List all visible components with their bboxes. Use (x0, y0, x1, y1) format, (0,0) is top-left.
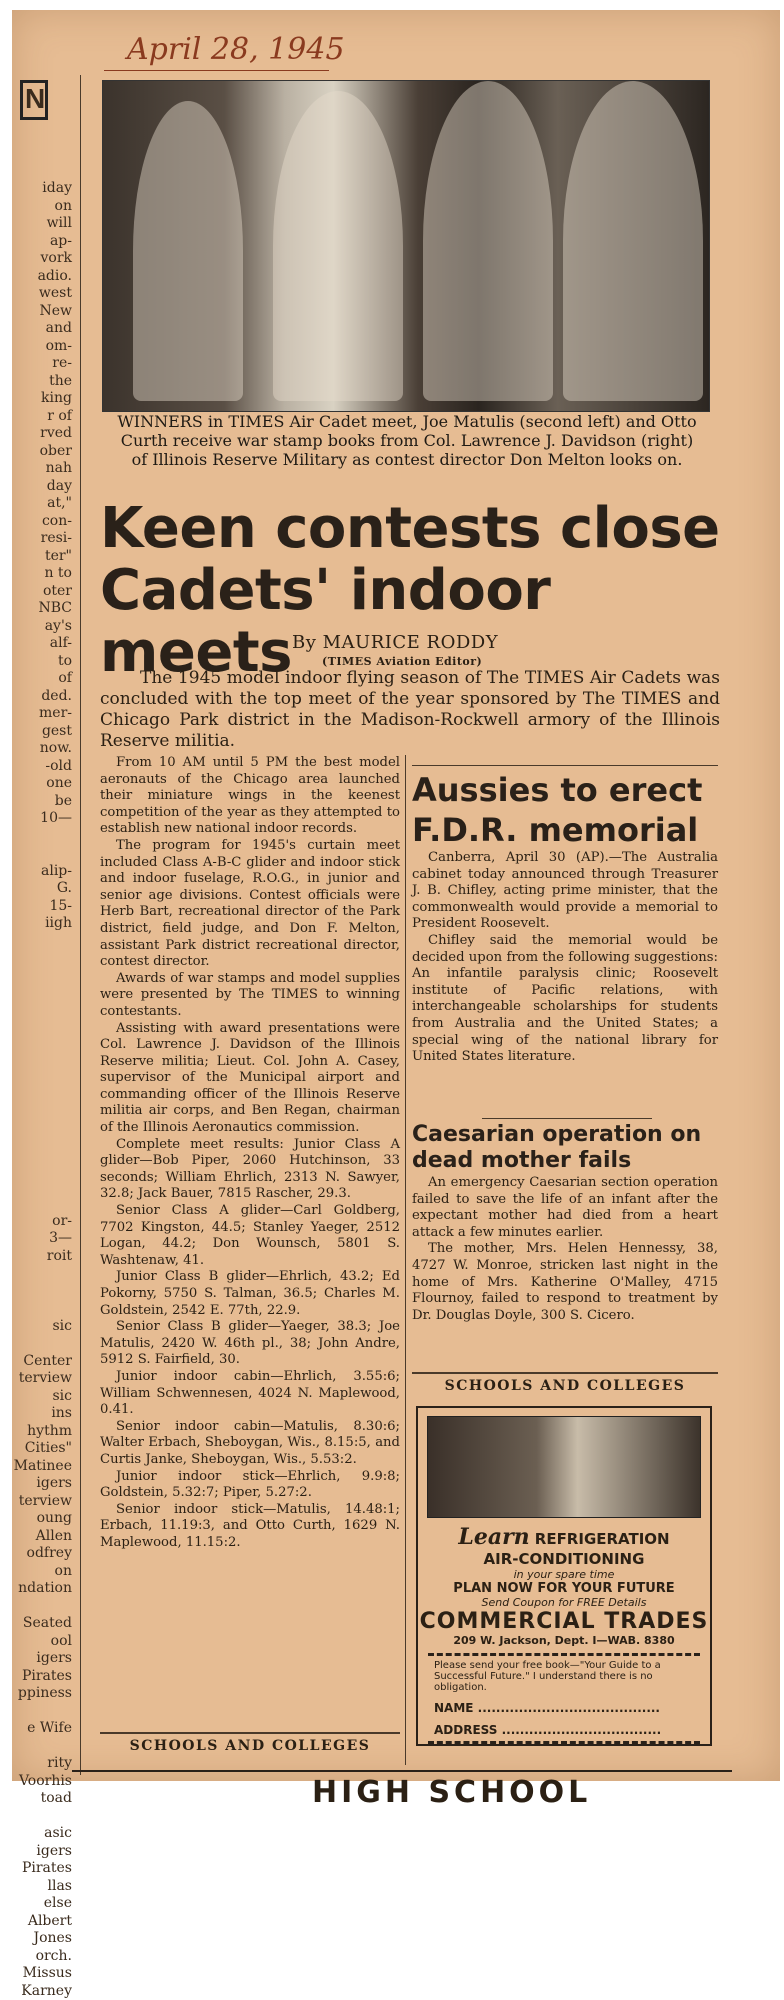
fragment-line (12, 1090, 72, 1108)
fragment-line (12, 828, 72, 846)
fragment-line: ay's (12, 618, 72, 636)
article-paragraph: Chifley said the memorial would be decided upon from the following suggestions: An infantile paralysis clinic; Roosevelt institute of Pacific relations, with interchangeable scholarships for students from Australia and the United States; a special wing of the national library for United States literature. (412, 933, 718, 1066)
fragment-line: igers (12, 1650, 72, 1668)
fragment-line (12, 1020, 72, 1038)
bottom-cut-heading: HIGH SCHOOL (312, 1775, 591, 1810)
fragment-line: n to (12, 565, 72, 583)
photo-caption: WINNERS in TIMES Air Cadet meet, Joe Matulis (second left) and Otto Curth receive war stamp books from Col. Lawrence J. Davidson (right) of Illinois Reserve Military as contest director Don Melton looks on. (112, 412, 702, 469)
photo-figure (133, 101, 243, 401)
fragment-line: terview (12, 1370, 72, 1388)
article-paragraph: An emergency Caesarian section operation failed to save the life of an infant after the expectant mother had died from a heart attack a few minutes earlier. (412, 1175, 718, 1241)
caesarian-headline: Caesarian operation on dead mother fails (412, 1122, 722, 1174)
fragment-line: Karney (12, 1983, 72, 2000)
fragment-line: Matinee (12, 1458, 72, 1476)
fragment-line: Voorhis (12, 1773, 72, 1791)
fragment-line: or- (12, 1213, 72, 1231)
article-paragraph: Awards of war stamps and model supplies were presented by The TIMES to winning contestants. (100, 971, 400, 1021)
fragment-line: one (12, 775, 72, 793)
schools-colleges-label-left: SCHOOLS AND COLLEGES (100, 1732, 400, 1754)
bottom-rule (72, 1770, 732, 1772)
caesarian-article (412, 1175, 718, 1324)
fragment-line: Pirates (12, 1668, 72, 1686)
article-paragraph: Assisting with award presentations were Col. Lawrence J. Davidson of the Illinois Reserve militia; Lieut. Col. John A. Casey, supervisor of the Municipal airport and commanding officer of the Illinois Reserve militia air corps, and Ben Regan, chairman of the Illinois Aeronautics commission. (100, 1021, 400, 1137)
fragment-line (12, 1143, 72, 1161)
fragment-line: e Wife (12, 1720, 72, 1738)
fragment-line: rved (12, 425, 72, 443)
column-rule (80, 75, 81, 1775)
coupon-name-line: NAME ........................................ (434, 1701, 694, 1715)
column-divider (405, 755, 406, 1765)
coupon-address-line: ADDRESS ................................... (434, 1723, 694, 1737)
fragment-line: G. (12, 880, 72, 898)
fragment-line: om- (12, 338, 72, 356)
photo-figure (563, 81, 703, 401)
ad-refrigeration: REFRIGERATION (535, 1530, 670, 1548)
lead-paragraph (100, 668, 720, 752)
aussies-headline: Aussies to erect F.D.R. memorial (412, 770, 722, 850)
fragment-line (12, 1160, 72, 1178)
fragment-line: Jones (12, 1930, 72, 1948)
fragment-line: 3— (12, 1230, 72, 1248)
fragment-line: 15- (12, 898, 72, 916)
adjacent-column-fragment (12, 80, 72, 1780)
fragment-line: ter" (12, 548, 72, 566)
coupon-text: Please send your free book—"Your Guide to a Successful Future." I understand there is no obligation. (434, 1660, 694, 1693)
fragment-line (12, 985, 72, 1003)
ad-plan: PLAN NOW FOR YOUR FUTURE (418, 1581, 710, 1596)
section-rule (412, 765, 718, 766)
fragment-line: alf- (12, 635, 72, 653)
fragment-line: ded. (12, 688, 72, 706)
fragment-line: rity (12, 1755, 72, 1773)
aussies-article (412, 850, 718, 1066)
fragment-line: now. (12, 740, 72, 758)
fragment-line: vork (12, 250, 72, 268)
ad-coupon (428, 1653, 700, 1744)
fragment-line: ins (12, 1405, 72, 1423)
ad-brand: COMMERCIAL TRADES (418, 1609, 710, 1634)
fragment-line: toad (12, 1790, 72, 1808)
schools-colleges-label: SCHOOLS AND COLLEGES (412, 1372, 718, 1394)
fragment-line: sic (12, 1318, 72, 1336)
fragment-line (12, 1003, 72, 1021)
fragment-line (12, 1038, 72, 1056)
fragment-line (12, 1300, 72, 1318)
fragment-line: on (12, 198, 72, 216)
fragment-line: oung (12, 1510, 72, 1528)
fragment-line: -old (12, 758, 72, 776)
lead-text: The 1945 model indoor flying season of The TIMES Air Cadets was concluded with the top meet of the year sponsored by The TIMES and Chicago Park district in the Madison-Rockwell armory of the Illinois Reserve militia. (100, 668, 720, 752)
fragment-line (12, 933, 72, 951)
fragment-line (12, 1108, 72, 1126)
fragment-line: adio. (12, 268, 72, 286)
fragment-line: nah (12, 460, 72, 478)
fragment-line: ober (12, 443, 72, 461)
fragment-line: the (12, 373, 72, 391)
fragment-line: Center (12, 1353, 72, 1371)
article-paragraph: Canberra, April 30 (AP).—The Australia cabinet today announced through Treasurer J. B. Chifley, acting prime minister, that the commonwealth would provide a memorial to President Roosevelt. (412, 850, 718, 933)
news-photo (102, 80, 710, 412)
fragment-line (12, 1195, 72, 1213)
fragment-line: r of (12, 408, 72, 426)
fragment-line: orch. (12, 1948, 72, 1966)
headline-line-2: Cadets' indoor meets (100, 560, 730, 684)
fragment-line (12, 1283, 72, 1301)
fragment-line: will (12, 215, 72, 233)
fragment-line: iday (12, 180, 72, 198)
fragment-line: to (12, 653, 72, 671)
fragment-line: Albert (12, 1913, 72, 1931)
fragment-line: con- (12, 513, 72, 531)
article-paragraph: Junior indoor stick—Ehrlich, 9.9:8; Goldstein, 5.32:7; Piper, 5.27:2. (100, 1469, 400, 1502)
fragment-line: Allen (12, 1528, 72, 1546)
ad-send-coupon: Send Coupon for FREE Details (418, 1596, 710, 1609)
fragment-line: New (12, 303, 72, 321)
fragment-line: igers (12, 1843, 72, 1861)
article-paragraph: Senior indoor cabin—Matulis, 8.30:6; Walter Erbach, Sheboygan, Wis., 8.15:5, and Curtis Janke, Sheboygan, Wis., 5.53:2. (100, 1419, 400, 1469)
fragment-line: ap- (12, 233, 72, 251)
fragment-line: asic (12, 1825, 72, 1843)
fragment-line: Missus (12, 1965, 72, 1983)
fragment-lines (12, 180, 72, 2000)
fragment-line: day (12, 478, 72, 496)
fragment-line: terview (12, 1493, 72, 1511)
ad-spare-time: in your spare time (418, 1568, 710, 1581)
date-underline (104, 70, 329, 71)
fragment-line: 10— (12, 810, 72, 828)
article-paragraph: Junior Class B glider—Ehrlich, 43.2; Ed Pokorny, 5750 S. Talman, 36.5; Charles M. Goldstein, 2542 E. 77th, 22.9. (100, 1269, 400, 1319)
byline-subtitle: (TIMES Aviation Editor) (322, 655, 482, 668)
photo-figure (423, 81, 553, 401)
fragment-line: else (12, 1895, 72, 1913)
commercial-trades-ad (416, 1406, 712, 1746)
fragment-line: iigh (12, 915, 72, 933)
article-paragraph: Senior Class B glider—Yaeger, 38.3; Joe Matulis, 2420 W. 46th pl., 38; John Andre, 5912 S. Fairfield, 30. (100, 1319, 400, 1369)
ad-air-conditioning: AIR-CONDITIONING (418, 1550, 710, 1568)
photo-figure (273, 91, 403, 401)
fragment-line: oter (12, 583, 72, 601)
fragment-line: igers (12, 1475, 72, 1493)
article-paragraph: Complete meet results: Junior Class A glider—Bob Piper, 2060 Hutchinson, 33 seconds; William Ehrlich, 2313 N. Sawyer, 32.8; Jack Bauer, 7815 Rascher, 29.3. (100, 1137, 400, 1203)
fragment-line: ndation (12, 1580, 72, 1598)
fragment-line: west (12, 285, 72, 303)
fragment-line (12, 1335, 72, 1353)
fragment-line (12, 1055, 72, 1073)
fragment-line: alip- (12, 863, 72, 881)
fragment-line: Seated (12, 1615, 72, 1633)
fragment-line (12, 1808, 72, 1826)
fragment-line (12, 845, 72, 863)
main-article-column (100, 755, 400, 1552)
fragment-line: hythm (12, 1423, 72, 1441)
ad-learn: Learn (458, 1524, 529, 1550)
fragment-line: of (12, 670, 72, 688)
article-paragraph: The program for 1945's curtain meet included Class A-B-C glider and indoor stick and indoor fuselage, R.O.G., in junior and senior age divisions. Contest officials were Herb Bart, recreational director of the Park district, field judge, and Don F. Melton, assistant Park district recreational director, contest director. (100, 838, 400, 971)
fragment-line: king (12, 390, 72, 408)
headline-line-1: Keen contests close (100, 498, 730, 560)
article-paragraph: Senior indoor stick—Matulis, 14.48:1; Erbach, 11.19:3, and Otto Curth, 1629 N. Maplewood, 11.15:2. (100, 1502, 400, 1552)
fragment-line (12, 1703, 72, 1721)
fragment-line: Pirates (12, 1860, 72, 1878)
fragment-line: Cities" (12, 1440, 72, 1458)
article-paragraph: From 10 AM until 5 PM the best model aeronauts of the Chicago area launched their miniature wings in the keenest competition of the year as they attempted to establish new national indoor records. (100, 755, 400, 838)
fragment-line (12, 1073, 72, 1091)
fragment-line (12, 1598, 72, 1616)
column-box-letter: N (20, 80, 48, 120)
fragment-line: mer- (12, 705, 72, 723)
fragment-line: be (12, 793, 72, 811)
article-paragraph: Junior indoor cabin—Ehrlich, 3.55:6; William Schwennesen, 4024 N. Maplewood, 0.41. (100, 1369, 400, 1419)
fragment-line (12, 1125, 72, 1143)
fragment-line: resi- (12, 530, 72, 548)
fragment-line: NBC (12, 600, 72, 618)
handwritten-date: April 28, 1945 (127, 32, 345, 67)
fragment-line (12, 968, 72, 986)
byline: By MAURICE RODDY (292, 632, 498, 653)
fragment-line (12, 1738, 72, 1756)
article-paragraph: Senior Class A glider—Carl Goldberg, 7702 Kingston, 44.5; Stanley Yaeger, 2512 Logan, 44.2; Don Wounsch, 5801 S. Washtenaw, 41. (100, 1203, 400, 1269)
fragment-line: re- (12, 355, 72, 373)
fragment-line: sic (12, 1388, 72, 1406)
fragment-line (12, 950, 72, 968)
fragment-line: ppiness (12, 1685, 72, 1703)
article-paragraph: The mother, Mrs. Helen Hennessy, 38, 4727 W. Monroe, stricken last night in the home of Mrs. Katherine O'Malley, 4715 Flournoy, failed to respond to treatment by Dr. Douglas Doyle, 300 S. Cicero. (412, 1241, 718, 1324)
fragment-line: at," (12, 495, 72, 513)
fragment-line: and (12, 320, 72, 338)
fragment-line: ool (12, 1633, 72, 1651)
fragment-line: roit (12, 1248, 72, 1266)
fragment-line (12, 1178, 72, 1196)
short-separator (482, 1118, 652, 1119)
ad-photo (427, 1416, 701, 1518)
fragment-line: odfrey (12, 1545, 72, 1563)
fragment-line: llas (12, 1878, 72, 1896)
fragment-line (12, 1265, 72, 1283)
newspaper-clipping (12, 10, 780, 1781)
fragment-line: on (12, 1563, 72, 1581)
fragment-line: gest (12, 723, 72, 741)
ad-address: 209 W. Jackson, Dept. I—WAB. 8380 (418, 1634, 710, 1647)
